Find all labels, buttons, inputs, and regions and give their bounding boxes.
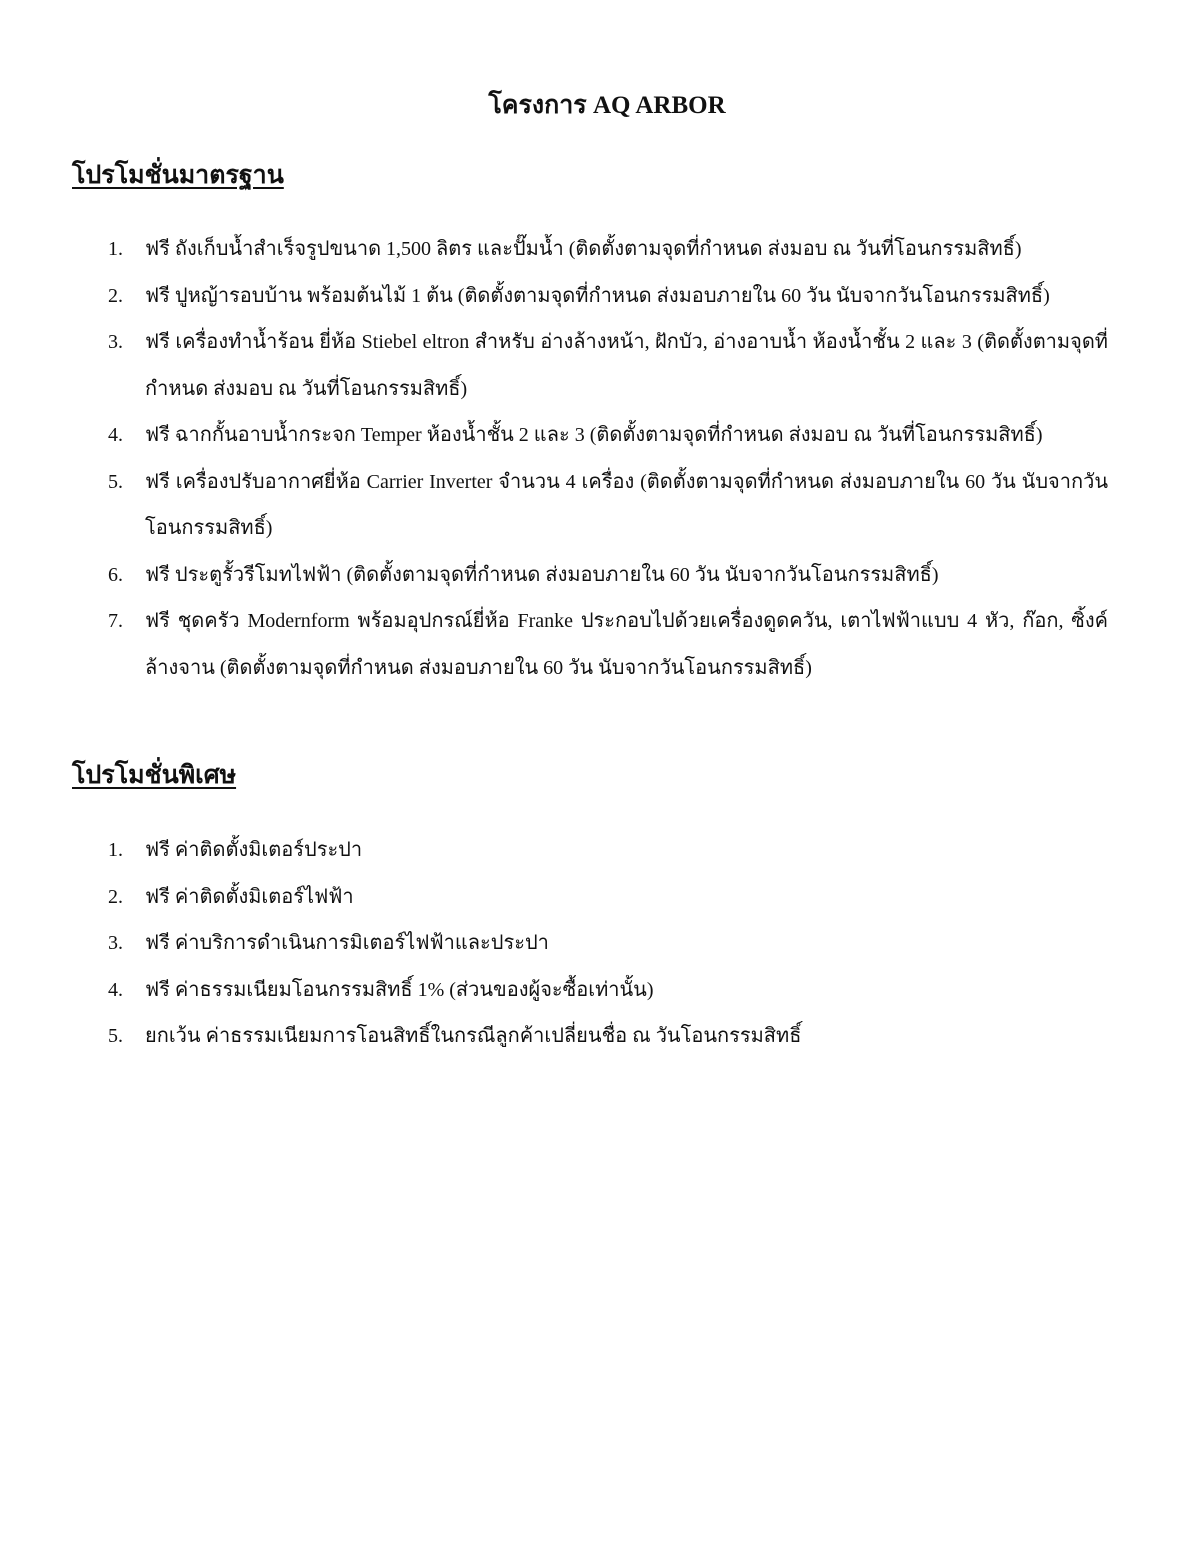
item-text: ฟรี ถังเก็บน้ำสำเร็จรูปขนาด 1,500 ลิตร และปั๊มน้ำ (ติดตั้งตามจุดที่กำหนด ส่งมอบ ณ วันที่โอนกรรมสิทธิ์)	[145, 238, 1022, 260]
list-item	[108, 412, 1108, 459]
section-heading-special-promotion: โปรโมชั่นพิเศษ	[72, 762, 237, 789]
special-promotion-list	[108, 827, 1108, 1060]
list-item	[108, 967, 1108, 1014]
list-item	[108, 827, 1108, 874]
item-number: 1.	[108, 238, 123, 260]
item-number: 1.	[108, 839, 123, 861]
section-heading-standard-promotion: โปรโมชั่นมาตรฐาน	[72, 162, 284, 189]
page-title: โครงการ AQ ARBOR	[488, 92, 726, 119]
item-text: ฟรี ค่าติดตั้งมิเตอร์ประปา	[145, 839, 363, 861]
item-text: ฟรี ค่าบริการดำเนินการมิเตอร์ไฟฟ้าและประปา	[145, 932, 549, 954]
list-item	[108, 319, 1108, 412]
item-text: ฟรี ประตูรั้วรีโมทไฟฟ้า (ติดตั้งตามจุดที่กำหนด ส่งมอบภายใน 60 วัน นับจากวันโอนกรรมสิทธิ์)	[145, 563, 939, 586]
item-number: 6.	[108, 563, 123, 586]
item-text: ฟรี ฉากกั้นอาบน้ำกระจก Temper ห้องน้ำชั้น 2 และ 3 (ติดตั้งตามจุดที่กำหนด ส่งมอบ ณ วันที่โอนกรรมสิทธิ์)	[145, 424, 1043, 446]
item-number: 5.	[108, 470, 123, 493]
item-text: ฟรี เครื่องทำน้ำร้อน ยี่ห้อ Stiebel eltron สำหรับ อ่างล้างหน้า, ฝักบัว, อ่างอาบน้ำ ห้องน้ำชั้น 2 และ 3 (ติดตั้งตามจุดที่กำหนด ส่งมอบ ณ วันที่โอนกรรมสิทธิ์)	[145, 331, 1108, 400]
list-item	[108, 874, 1108, 921]
list-item	[108, 459, 1108, 552]
list-item	[108, 1013, 1108, 1060]
item-number: 2.	[108, 885, 123, 908]
item-number: 4.	[108, 424, 123, 446]
item-text: ฟรี ค่าธรรมเนียมโอนกรรมสิทธิ์ 1% (ส่วนของผู้จะซื้อเท่านั้น)	[145, 978, 654, 1001]
item-number: 2.	[108, 284, 123, 307]
item-text: ยกเว้น ค่าธรรมเนียมการโอนสิทธิ์ในกรณีลูกค้าเปลี่ยนชื่อ ณ วันโอนกรรมสิทธิ์	[145, 1025, 802, 1047]
item-number: 4.	[108, 978, 123, 1001]
item-number: 3.	[108, 331, 123, 353]
item-text: ฟรี ค่าติดตั้งมิเตอร์ไฟฟ้า	[145, 885, 354, 908]
list-item	[108, 598, 1108, 691]
item-text: ฟรี เครื่องปรับอากาศยี่ห้อ Carrier Inverter จำนวน 4 เครื่อง (ติดตั้งตามจุดที่กำหนด ส่งมอบภายใน 60 วัน นับจากวันโอนกรรมสิทธิ์)	[145, 470, 1108, 539]
item-text: ฟรี ปูหญ้ารอบบ้าน พร้อมต้นไม้ 1 ต้น (ติดตั้งตามจุดที่กำหนด ส่งมอบภายใน 60 วัน นับจากวันโอนกรรมสิทธิ์)	[145, 284, 1050, 307]
item-text: ฟรี ชุดครัว Modernform พร้อมอุปกรณ์ยี่ห้อ Franke ประกอบไปด้วยเครื่องดูดควัน, เตาไฟฟ้าแบบ 4 หัว, ก๊อก, ซิ้งค์ล้างจาน (ติดตั้งตามจุดที่กำหนด ส่งมอบภายใน 60 วัน นับจากวันโอนกรรมสิทธิ์)	[145, 610, 1108, 679]
item-number: 5.	[108, 1025, 123, 1047]
item-number: 3.	[108, 932, 123, 954]
list-item	[108, 273, 1108, 320]
item-number: 7.	[108, 610, 123, 632]
standard-promotion-list	[108, 226, 1108, 691]
list-item	[108, 552, 1108, 599]
list-item	[108, 920, 1108, 967]
list-item	[108, 226, 1108, 273]
